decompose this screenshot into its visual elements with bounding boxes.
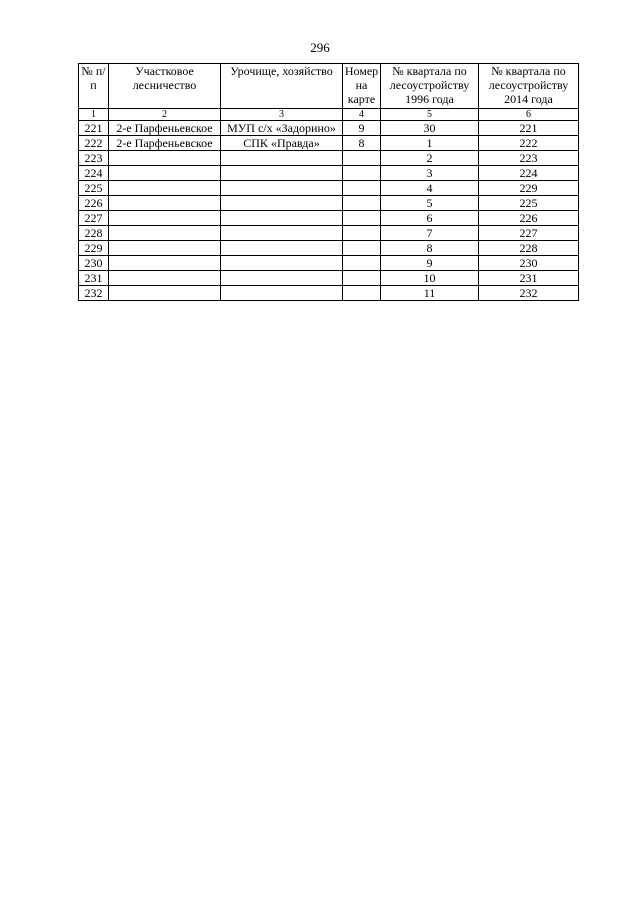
cell-quarter-1996: 9 xyxy=(381,256,479,271)
table-row xyxy=(79,226,579,241)
cell-map-number xyxy=(343,256,381,271)
page-number: 296 xyxy=(310,40,330,55)
cell-quarter-2014: 231 xyxy=(479,271,579,286)
cell-tract xyxy=(221,286,343,301)
cell-number: 232 xyxy=(79,286,109,301)
cell-tract xyxy=(221,151,343,166)
cell-map-number xyxy=(343,241,381,256)
cell-forestry xyxy=(109,166,221,181)
header-number: № п/п xyxy=(79,64,109,109)
cell-map-number xyxy=(343,271,381,286)
cell-number: 223 xyxy=(79,151,109,166)
cell-quarter-2014: 229 xyxy=(479,181,579,196)
cell-quarter-1996: 7 xyxy=(381,226,479,241)
column-number: 6 xyxy=(479,109,579,121)
cell-number: 224 xyxy=(79,166,109,181)
table-row xyxy=(79,211,579,226)
cell-quarter-2014: 226 xyxy=(479,211,579,226)
cell-number: 225 xyxy=(79,181,109,196)
table-row xyxy=(79,196,579,211)
cell-map-number xyxy=(343,286,381,301)
column-number-row xyxy=(79,109,579,121)
cell-tract xyxy=(221,241,343,256)
header-quarter-1996: № квартала по лесоустройству 1996 года xyxy=(381,64,479,109)
cell-quarter-1996: 6 xyxy=(381,211,479,226)
cell-number: 222 xyxy=(79,136,109,151)
cell-quarter-2014: 232 xyxy=(479,286,579,301)
cell-number: 221 xyxy=(79,121,109,136)
cell-quarter-2014: 221 xyxy=(479,121,579,136)
cell-forestry xyxy=(109,226,221,241)
table-header-row xyxy=(79,64,579,109)
column-number: 3 xyxy=(221,109,343,121)
cell-tract xyxy=(221,181,343,196)
cell-quarter-2014: 222 xyxy=(479,136,579,151)
header-quarter-2014: № квартала по лесоустройству 2014 года xyxy=(479,64,579,109)
cell-forestry xyxy=(109,256,221,271)
cell-quarter-2014: 224 xyxy=(479,166,579,181)
cell-map-number xyxy=(343,226,381,241)
cell-number: 227 xyxy=(79,211,109,226)
cell-forestry xyxy=(109,241,221,256)
cell-map-number xyxy=(343,181,381,196)
cell-map-number xyxy=(343,166,381,181)
cell-quarter-1996: 8 xyxy=(381,241,479,256)
cell-forestry xyxy=(109,286,221,301)
table-row xyxy=(79,286,579,301)
table-row xyxy=(79,166,579,181)
cell-forestry xyxy=(109,211,221,226)
cell-quarter-1996: 2 xyxy=(381,151,479,166)
cell-number: 230 xyxy=(79,256,109,271)
cell-forestry: 2-е Парфеньевское xyxy=(109,136,221,151)
column-number: 1 xyxy=(79,109,109,121)
cell-quarter-2014: 230 xyxy=(479,256,579,271)
cell-tract xyxy=(221,226,343,241)
header-map-number: Номер на карте xyxy=(343,64,381,109)
cell-quarter-1996: 1 xyxy=(381,136,479,151)
table-row xyxy=(79,136,579,151)
cell-quarter-2014: 225 xyxy=(479,196,579,211)
cell-quarter-1996: 10 xyxy=(381,271,479,286)
cell-quarter-1996: 30 xyxy=(381,121,479,136)
column-number: 2 xyxy=(109,109,221,121)
cell-tract xyxy=(221,271,343,286)
cell-tract xyxy=(221,211,343,226)
cell-map-number xyxy=(343,211,381,226)
cell-quarter-1996: 4 xyxy=(381,181,479,196)
cell-forestry xyxy=(109,196,221,211)
table-row xyxy=(79,151,579,166)
cell-map-number xyxy=(343,151,381,166)
cell-tract xyxy=(221,256,343,271)
column-number: 4 xyxy=(343,109,381,121)
quarter-table xyxy=(78,63,579,301)
cell-forestry xyxy=(109,151,221,166)
cell-forestry xyxy=(109,271,221,286)
cell-quarter-1996: 5 xyxy=(381,196,479,211)
header-tract: Урочище, хозяйство xyxy=(221,64,343,109)
cell-map-number: 9 xyxy=(343,121,381,136)
column-number: 5 xyxy=(381,109,479,121)
cell-number: 231 xyxy=(79,271,109,286)
cell-tract: СПК «Правда» xyxy=(221,136,343,151)
cell-forestry xyxy=(109,181,221,196)
cell-forestry: 2-е Парфеньевское xyxy=(109,121,221,136)
cell-number: 229 xyxy=(79,241,109,256)
cell-tract xyxy=(221,166,343,181)
table-row xyxy=(79,256,579,271)
cell-quarter-2014: 227 xyxy=(479,226,579,241)
cell-map-number: 8 xyxy=(343,136,381,151)
cell-tract: МУП с/х «Задорино» xyxy=(221,121,343,136)
cell-quarter-2014: 223 xyxy=(479,151,579,166)
header-forestry: Участковое лесничество xyxy=(109,64,221,109)
cell-tract xyxy=(221,196,343,211)
table-row xyxy=(79,241,579,256)
table-row xyxy=(79,271,579,286)
table-row xyxy=(79,181,579,196)
cell-quarter-1996: 3 xyxy=(381,166,479,181)
table-row xyxy=(79,121,579,136)
cell-quarter-1996: 11 xyxy=(381,286,479,301)
cell-number: 228 xyxy=(79,226,109,241)
cell-quarter-2014: 228 xyxy=(479,241,579,256)
cell-map-number xyxy=(343,196,381,211)
cell-number: 226 xyxy=(79,196,109,211)
